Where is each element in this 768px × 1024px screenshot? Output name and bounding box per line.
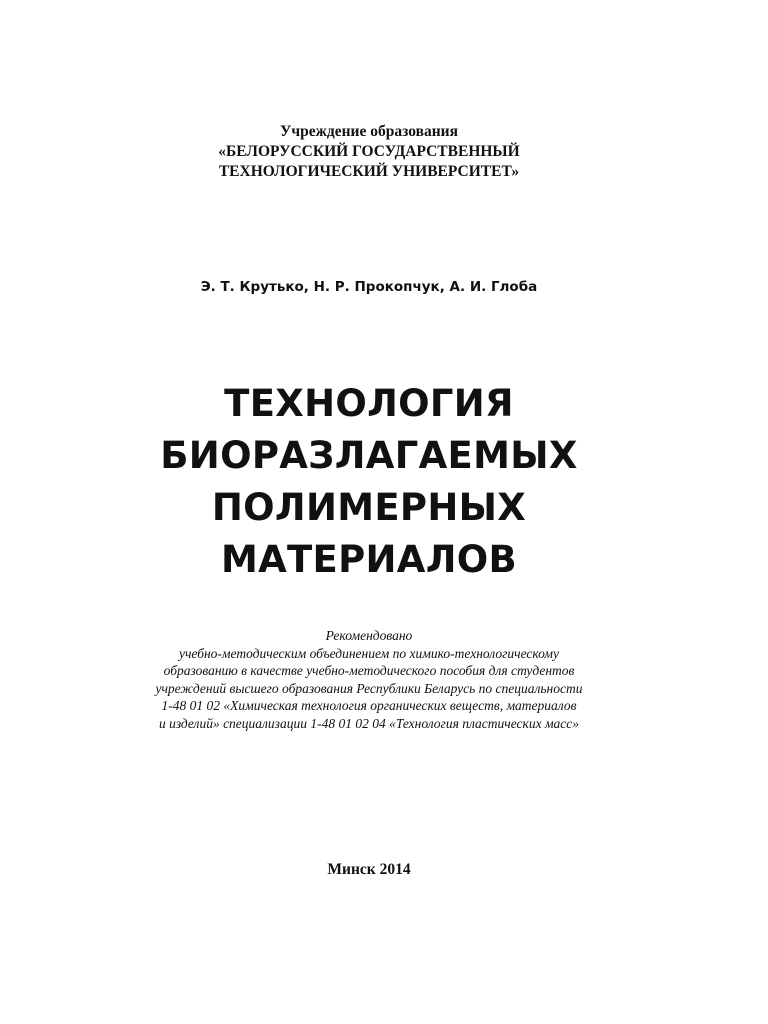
city-year: Минск 2014	[327, 861, 411, 878]
recommendation-line-2: учебно-методическим объединением по химико-технологическому	[178, 645, 560, 661]
institution-line-1: Учреждение образования	[280, 123, 458, 140]
institution-block	[0, 122, 738, 182]
book-title	[0, 378, 738, 586]
book-title-line-3: ПОЛИМЕРНЫХ	[211, 486, 527, 529]
book-title-line-1: ТЕХНОЛОГИЯ	[224, 382, 514, 425]
book-title-line-4: МАТЕРИАЛОВ	[220, 538, 518, 581]
recommendation-line-3: образованию в качестве учебно-методического пособия для студентов	[163, 663, 575, 679]
authors: Э. Т. Крутько, Н. Р. Прокопчук, А. И. Глоба	[200, 279, 538, 295]
recommendation-line-1: Рекомендовано	[325, 628, 413, 643]
institution-line-3: ТЕХНОЛОГИЧЕСКИЙ УНИВЕРСИТЕТ»	[218, 163, 520, 180]
institution-line-2: «БЕЛОРУССКИЙ ГОСУДАРСТВЕННЫЙ	[218, 143, 520, 160]
recommendation-line-4: учреждений высшего образования Республики Беларусь по специальности	[155, 680, 583, 696]
recommendation-block	[0, 627, 738, 733]
book-title-line-2: БИОРАЗЛАГАЕМЫХ	[160, 434, 578, 477]
recommendation-line-5: 1-48 01 02 «Химическая технология органических веществ, материалов	[161, 698, 577, 714]
recommendation-line-6: и изделий» специализации 1-48 01 02 04 «Технология пластических масс»	[158, 715, 580, 731]
